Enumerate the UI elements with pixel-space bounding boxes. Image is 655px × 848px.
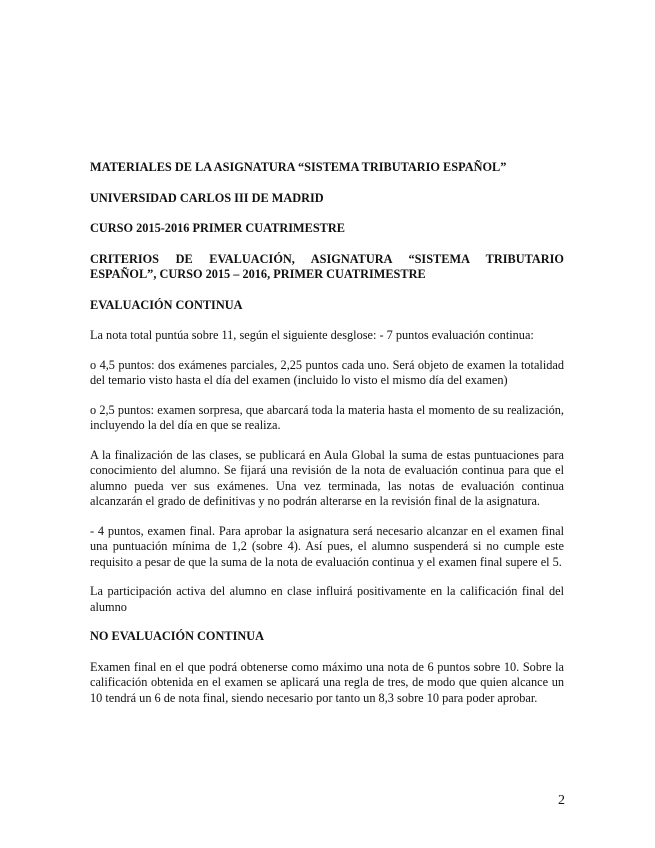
heading-evaluation-criteria: CRITERIOS DE EVALUACIÓN, ASIGNATURA “SISTEMA TRIBUTARIO ESPAÑOL”, CURSO 2015 – 2016, PRIMER CUATRIMESTRE [90, 251, 564, 281]
paragraph-non-continuous: Examen final en el que podrá obtenerse como máximo una nota de 6 puntos sobre 10. Sobre la calificación obtenida en el examen se aplicará una regla de tres, de modo que quien alcance un 10 tendrá un 6 de nota final, siendo necesario por tanto un 8,3 sobre 10 para poder aprobar. [90, 659, 564, 705]
heading-non-continuous-evaluation: NO EVALUACIÓN CONTINUA [90, 629, 264, 643]
heading-university: UNIVERSIDAD CARLOS III DE MADRID [90, 190, 324, 205]
paragraph-intro: La nota total puntúa sobre 11, según el siguiente desglose: - 7 puntos evaluación continua: [90, 328, 534, 342]
heading-continuous-evaluation: EVALUACIÓN CONTINUA [90, 297, 243, 312]
paragraph-surprise-exam: o 2,5 puntos: examen sorpresa, que abarcará toda la materia hasta el momento de su realización, incluyendo la del día en que se realiza. [90, 402, 564, 432]
page-number: 2 [558, 793, 565, 808]
paragraph-final-exam: - 4 puntos, examen final. Para aprobar la asignatura será necesario alcanzar en el examen final una puntuación mínima de 1,2 (sobre 4). Así pues, el alumno suspenderá si no cumple este requisito a pesar de que la suma de la nota de evaluación continua y el examen final supere el 5. [90, 523, 564, 569]
heading-course: CURSO 2015-2016 PRIMER CUATRIMESTRE [90, 221, 345, 235]
paragraph-partial-exams: o 4,5 puntos: dos exámenes parciales, 2,25 puntos cada uno. Será objeto de examen la totalidad del temario visto hasta el día del examen (incluido lo visto el mismo día del examen) [90, 357, 564, 387]
paragraph-participation: La participación activa del alumno en clase influirá positivamente en la calificación final del alumno [90, 584, 564, 614]
heading-materials: MATERIALES DE LA ASIGNATURA “SISTEMA TRIBUTARIO ESPAÑOL” [90, 160, 507, 174]
paragraph-end-of-classes: A la finalización de las clases, se publicará en Aula Global la suma de estas puntuaciones para conocimiento del alumno. Se fijará una revisión de la nota de evaluación continua para que el alumno pueda ver sus exámenes. Una vez terminada, las notas de evaluación continua alcanzarán el grado de definitivas y no podrán alterarse en la revisión final de la asignatura. [90, 447, 564, 508]
page-content [90, 160, 564, 720]
